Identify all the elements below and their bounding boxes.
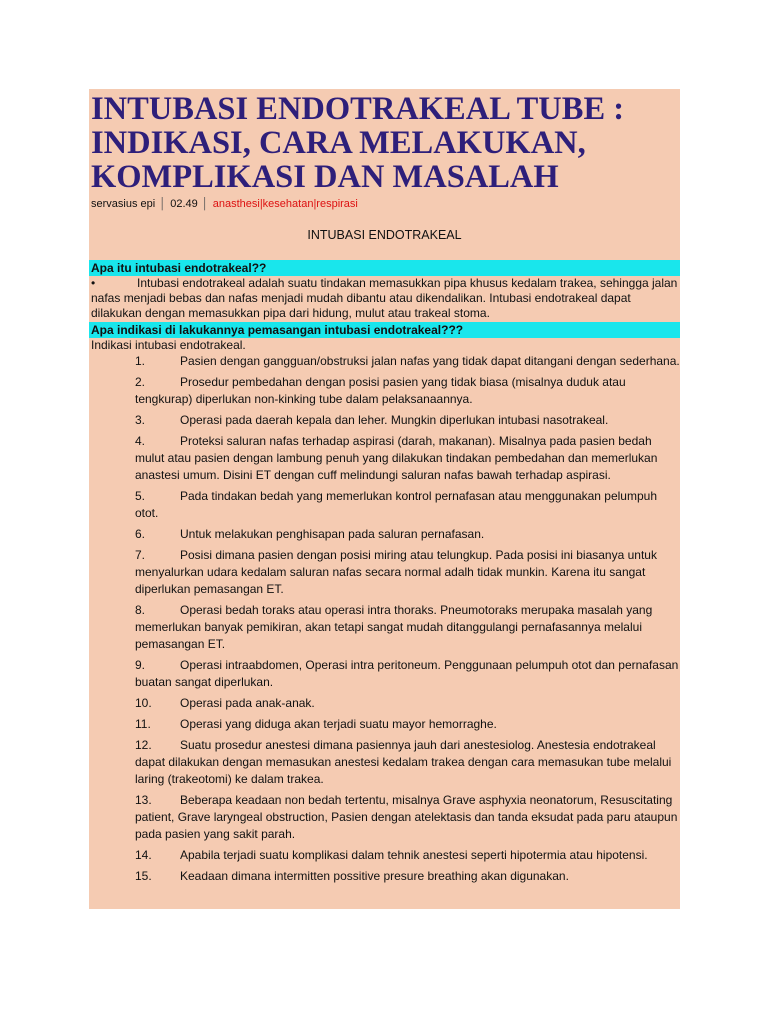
list-item-text: Proteksi saluran nafas terhadap aspirasi (darah, makanan). Misalnya pada pasien bedah mulut atau pasien dengan lambung penuh yang dilakukan tindakan pembedahan dan memerlukan anastesi umum. Disini ET dengan cuff melindungi saluran nafas bawah terhadap aspirasi.: [135, 434, 658, 482]
section-heading: INTUBASI ENDOTRAKEAL: [307, 228, 462, 242]
list-item: [135, 602, 680, 653]
list-item-number: 3.: [135, 413, 146, 427]
meta-separator: │: [201, 198, 209, 210]
category-links[interactable]: anasthesi|kesehatan|respirasi: [212, 198, 358, 210]
author-link[interactable]: servasius epi: [91, 198, 156, 210]
list-item-text: Operasi pada daerah kepala dan leher. Mungkin diperlukan intubasi nasotrakeal.: [180, 413, 609, 427]
list-item-text: Prosedur pembedahan dengan posisi pasien yang tidak biasa (misalnya duduk atau tengkurap) diperlukan non-kinking tube dalam pelaksanaannya.: [135, 375, 626, 406]
list-item: [135, 695, 680, 712]
article-title: INTUBASI ENDOTRAKEAL TUBE : INDIKASI, CARA MELAKUKAN, KOMPLIKASI DAN MASALAH: [91, 91, 625, 195]
list-item: [135, 412, 680, 429]
list-item: [135, 433, 680, 484]
list-item: [135, 868, 680, 885]
list-item-number: 14.: [135, 848, 152, 862]
list-item-number: 10.: [135, 696, 152, 710]
list-item: [135, 488, 680, 522]
bullet-icon: •: [91, 276, 96, 290]
list-item-text: Pada tindakan bedah yang memerlukan kontrol pernafasan atau menggunakan pelumpuh otot.: [135, 489, 657, 520]
list-item-text: Beberapa keadaan non bedah tertentu, misalnya Grave asphyxia neonatorum, Resuscitating patient, Grave laryngeal obstruction, Pasien dengan atelektasis dan tanda eksudat pada paru ataupun pada pasien yang sakit parah.: [135, 793, 678, 841]
question-heading: Apa indikasi di lakukannya pemasangan intubasi endotrakeal???: [89, 322, 680, 338]
list-item-number: 15.: [135, 869, 152, 883]
question-heading: Apa itu intubasi endotrakeal??: [89, 260, 680, 276]
list-item-number: 6.: [135, 527, 146, 541]
list-item: [135, 737, 680, 788]
list-item-text: Pasien dengan gangguan/obstruksi jalan nafas yang tidak dapat ditangani dengan sederhana.: [180, 354, 680, 368]
list-item: [135, 526, 680, 543]
list-item-number: 7.: [135, 548, 146, 562]
list-item-number: 4.: [135, 434, 146, 448]
list-item-text: Operasi intraabdomen, Operasi intra peritoneum. Penggunaan pelumpuh otot dan pernafasan buatan sangat diperlukan.: [135, 658, 679, 689]
list-item-text: Untuk melakukan penghisapan pada saluran pernafasan.: [180, 527, 485, 541]
list-item-text: Operasi yang diduga akan terjadi suatu mayor hemorraghe.: [180, 717, 497, 731]
list-item-number: 2.: [135, 375, 146, 389]
indication-intro: Indikasi intubasi endotrakeal.: [91, 338, 246, 352]
definition-text: Intubasi endotrakeal adalah suatu tindakan memasukkan pipa khusus kedalam trakea, sehingga jalan nafas menjadi bebas dan nafas menjadi mudah dibantu atau dikendalikan. Intubasi endotrakeal dapat dilakukan dengan memasukkan pipa dari hidung, mulut atau trakeal stoma.: [91, 276, 678, 320]
list-item: [135, 374, 680, 408]
list-item: [135, 792, 680, 843]
list-item-text: Keadaan dimana intermitten possitive presure breathing akan digunakan.: [180, 869, 569, 883]
list-item: [135, 353, 680, 370]
list-item-number: 1.: [135, 354, 146, 368]
list-item-text: Suatu prosedur anestesi dimana pasiennya jauh dari anestesiolog. Anestesia endotrakeal dapat dilakukan dengan memasukan anestesi kedalam trakea dengan cara memasukan tube melalui laring (trakeotomi) ke dalam trakea.: [135, 738, 672, 786]
list-item-number: 12.: [135, 738, 152, 752]
list-item-number: 13.: [135, 793, 152, 807]
meta-separator: │: [159, 198, 167, 210]
article-meta: [91, 197, 680, 211]
list-item-number: 8.: [135, 603, 146, 617]
list-item-number: 9.: [135, 658, 146, 672]
list-item-number: 5.: [135, 489, 146, 503]
definition-paragraph: [89, 276, 680, 321]
list-item-text: Posisi dimana pasien dengan posisi miring atau telungkup. Pada posisi ini biasanya untuk menyalurkan udara kedalam saluran nafas secara normal adalh tidak munkin. Karena itu sangat diperlukan pemasangan ET.: [135, 548, 657, 596]
list-item: [135, 847, 680, 864]
post-time: 02.49: [170, 198, 198, 210]
indication-list: [89, 353, 680, 885]
list-item-text: Operasi pada anak-anak.: [180, 696, 315, 710]
list-item-text: Operasi bedah toraks atau operasi intra thoraks. Pneumotoraks merupaka masalah yang memerlukan banyak pemikiran, akan tetapi sangat mudah ditanggulangi pernafasannya melalui pemasangan ET.: [135, 603, 653, 651]
list-item-text: Apabila terjadi suatu komplikasi dalam tehnik anestesi seperti hipotermia atau hipotensi.: [180, 848, 648, 862]
list-item: [135, 547, 680, 598]
list-item: [135, 657, 680, 691]
list-item-number: 11.: [135, 717, 151, 731]
list-item: [135, 716, 680, 733]
document-page: [89, 89, 680, 909]
